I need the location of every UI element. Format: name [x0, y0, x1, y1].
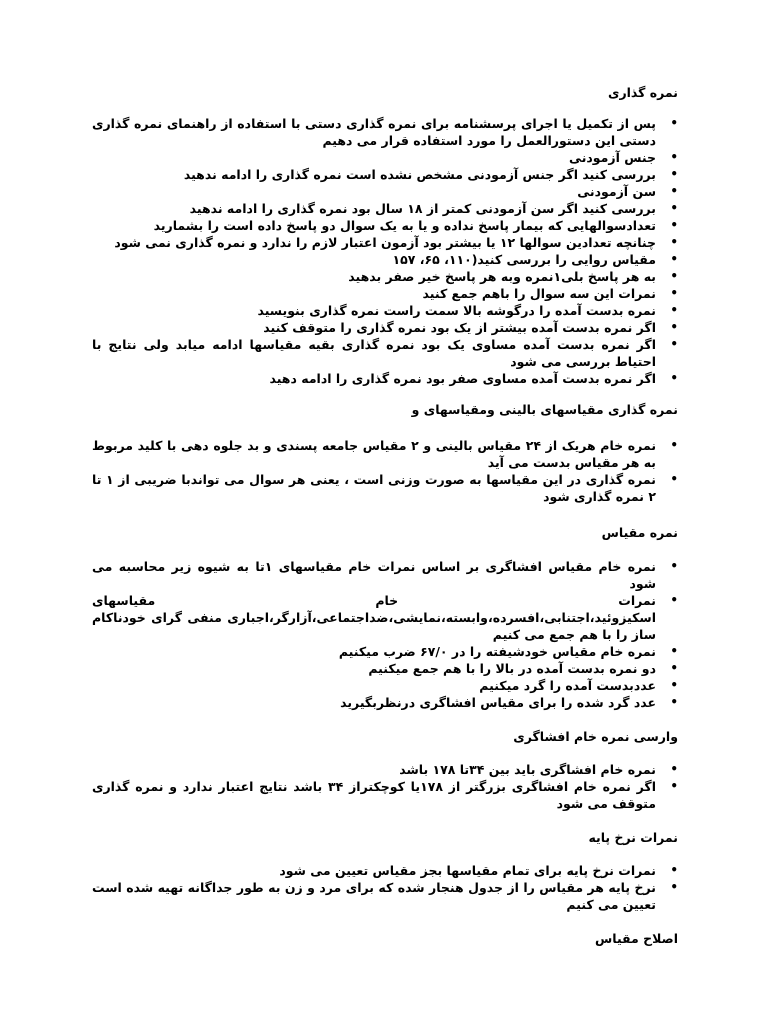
list-item: • سن آزمودنی [92, 183, 678, 200]
list-item: • به هر پاسخ بلی۱نمره وبه هر پاسخ خیر صفر بدهید [92, 268, 678, 285]
list-item: • اگر نمره بدست آمده مساوی یک بود نمره گذاری بقیه مقیاسها ادامه میابد ولی نتایج با احتیاط بررسی می شود [92, 336, 678, 370]
list-item: • عددبدست آمده را گرد میکنیم [92, 677, 678, 694]
bullet-list [92, 115, 678, 387]
list-item: • نمرات نرخ پایه برای تمام مقیاسها بجز مقیاس تعیین می شود [92, 862, 678, 879]
section-heading: نمره مقیاس [601, 525, 678, 540]
list-item: • اگر نمره خام افشاگری بزرگتر از ۱۷۸یا کوچکتراز ۳۴ باشد نتایج اعتبار ندارد و نمره گذاری متوقف می شود [92, 778, 678, 812]
section-scoring [92, 84, 678, 387]
list-item: • نمرات خام مقیاسهای اسکیزوئید،اجتنابی،افسرده،وابسته،نمایشی،ضداجتماعی،آزارگر،اجباری منفی گرای خودناکام ساز را با هم جمع می کنیم [92, 592, 678, 643]
section-base-rate [92, 829, 678, 913]
section-disclosure-check [92, 728, 678, 812]
section-scale-correction [92, 930, 678, 947]
list-item: • پس از تکمیل یا اجرای پرسشنامه برای نمره گذاری دستی با استفاده از راهنمای نمره گذاری دستی این دستورالعمل را مورد استفاده قرار می دهیم [92, 115, 678, 149]
list-item: • اگر نمره بدست آمده مساوی صفر بود نمره گذاری را ادامه دهید [92, 370, 678, 387]
list-item: • نمره خام افشاگری باید بین ۳۴تا ۱۷۸ باشد [92, 761, 678, 778]
section-heading: وارسی نمره خام افشاگری [513, 729, 678, 744]
bullet-list [92, 558, 678, 711]
list-item: • چنانچه تعدادین سوالها ۱۲ یا بیشتر بود آزمون اعتبار لازم را ندارد و نمره گذاری نمی شود [92, 234, 678, 251]
list-item: • نمره خام مقیاس افشاگری بر اساس نمرات خام مقیاسهای ۱تا به شیوه زیر محاسبه می شود [92, 558, 678, 592]
list-item: • نمره بدست آمده را درگوشه بالا سمت راست نمره گذاری بنویسید [92, 302, 678, 319]
list-item: • مقیاس روایی را بررسی کنید(۱۱۰، ۶۵، ۱۵۷ [92, 251, 678, 268]
list-item: • نمره خام مقیاس خودشیفته را در ۶۷/۰ ضرب میکنیم [92, 643, 678, 660]
list-item: • عدد گرد شده را برای مقیاس افشاگری درنظربگیرید [92, 694, 678, 711]
section-clinical-scales [92, 401, 678, 505]
section-heading: نمره گذاری [607, 85, 678, 100]
list-item: • بررسی کنید اگر سن آزمودنی کمتر از ۱۸ سال بود نمره گذاری را ادامه ندهید [92, 200, 678, 217]
section-heading: نمرات نرخ پایه [588, 830, 678, 845]
list-item: • اگر نمره بدست آمده بیشتر از یک بود نمره گذاری را متوقف کنید [92, 319, 678, 336]
section-scale-score [92, 524, 678, 711]
bullet-list [92, 761, 678, 812]
list-item: • نرخ پایه هر مقیاس را از جدول هنجار شده که برای مرد و زن به طور جداگانه تهیه شده است تعیین می کنیم [92, 879, 678, 913]
list-item: • بررسی کنید اگر جنس آزمودنی مشخص نشده است نمره گذاری را ادامه ندهید [92, 166, 678, 183]
list-item: • نمره خام هریک از ۲۴ مقیاس بالینی و ۲ مقیاس جامعه پسندی و بد جلوه دهی با کلید مربوط به هر مقیاس بدست می آید [92, 437, 678, 471]
bullet-list [92, 437, 678, 505]
section-heading: نمره گذاری مقیاسهای بالینی ومقیاسهای و [411, 402, 678, 417]
bullet-list [92, 862, 678, 913]
list-item: • نمرات این سه سوال را باهم جمع کنید [92, 285, 678, 302]
list-item: • جنس آزمودنی [92, 149, 678, 166]
section-heading: اصلاح مقیاس [595, 931, 678, 946]
list-item: • تعدادسوالهایی که بیمار پاسخ نداده و یا به یک سوال دو پاسخ داده است را بشمارید [92, 217, 678, 234]
list-item: • نمره گذاری در این مقیاسها به صورت وزنی است ، یعنی هر سوال می تواندبا ضریبی از ۱ تا ۲ نمره گذاری شود [92, 471, 678, 505]
list-item: • دو نمره بدست آمده در بالا را با هم جمع میکنیم [92, 660, 678, 677]
